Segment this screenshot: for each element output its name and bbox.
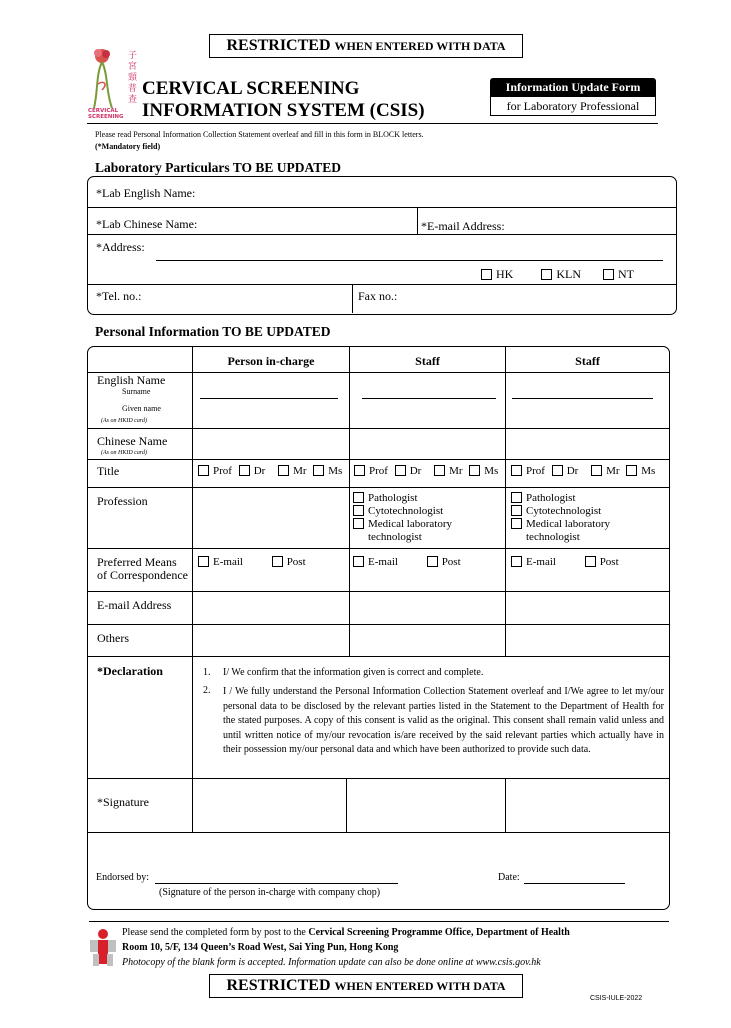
profession-options-staff-1 — [353, 492, 452, 544]
title-mr-label: Mr — [606, 465, 620, 477]
title-mr-label: Mr — [449, 465, 463, 477]
region-kln-option[interactable] — [541, 267, 581, 281]
profession-options-staff-2 — [511, 492, 610, 544]
endorsed-signature-line[interactable] — [155, 883, 398, 884]
intro-text: Please read Personal Information Collection Statement overleaf and fill in this form in BLOCK letters. — [95, 130, 424, 139]
email-field-pic[interactable] — [194, 593, 347, 622]
personal-section-heading: Personal Information TO BE UPDATED — [95, 324, 331, 339]
lab-fax-field[interactable] — [408, 287, 668, 309]
declaration-item-2: 2. I / We fully understand the Personal Information Collection Statement overleaf and I/We agree to let my/our personal data to be disclosed by the relevant parties listed in the Statement to the Department of Health for the stated purposes. A copy of this consent is valid as the original. This consent shall remain valid unless and until written notice of my/our revocation is/are received by the said relevant parties which actually have in their possession my/our personal data and which have been authorized to provide such data. — [203, 685, 664, 758]
cytotechnologist-checkbox[interactable] — [511, 505, 522, 516]
personal-row-line — [88, 487, 669, 488]
region-options — [481, 267, 634, 282]
personal-col-line — [505, 347, 506, 656]
personal-row-line — [88, 624, 669, 625]
signature-field-pic[interactable] — [194, 780, 344, 830]
pref-email-label: E-mail — [368, 556, 398, 568]
restricted-label: RESTRICTED — [226, 977, 331, 994]
svg-text:宮: 宮 — [128, 62, 138, 72]
pref-post-checkbox[interactable] — [585, 556, 596, 567]
personal-row-line — [88, 778, 669, 779]
col-header-staff-1: Staff — [415, 354, 440, 368]
personal-col-line — [349, 347, 350, 656]
pref-email-label: E-mail — [526, 556, 556, 568]
title-mr-checkbox[interactable] — [591, 465, 602, 476]
technologist-label: technologist — [368, 531, 422, 543]
lab-section-heading: Laboratory Particulars TO BE UPDATED — [95, 160, 341, 175]
title-ms-label: Ms — [328, 465, 343, 477]
region-hk-checkbox[interactable] — [481, 269, 492, 280]
lab-row-divider-1 — [88, 207, 676, 208]
hkid-note: (As on HKID card) — [101, 450, 147, 456]
footer-send-prefix: Please send the completed form by post to the — [122, 927, 309, 938]
lab-address-field[interactable] — [156, 260, 663, 261]
title-line-1: CERVICAL SCREENING — [142, 78, 360, 99]
others-label: Others — [97, 631, 129, 645]
form-title-box — [490, 78, 656, 116]
pref-options-staff-2 — [511, 556, 619, 568]
lab-chinese-name-field[interactable] — [210, 210, 410, 232]
title-mr-checkbox[interactable] — [278, 465, 289, 476]
title-prof-checkbox[interactable] — [198, 465, 209, 476]
lab-english-name-field[interactable] — [210, 180, 670, 204]
cytotechnologist-label: Cytotechnologist — [368, 505, 444, 517]
pathologist-checkbox[interactable] — [353, 492, 364, 503]
personal-row-line — [88, 548, 669, 549]
svg-text:頸: 頸 — [128, 73, 138, 83]
pathologist-checkbox[interactable] — [511, 492, 522, 503]
others-field-pic[interactable] — [194, 626, 347, 654]
email-field-staff-1[interactable] — [351, 593, 503, 622]
form-subtitle: for Laboratory Professional — [490, 97, 656, 116]
technologist-label: technologist — [526, 531, 580, 543]
profession-field-pic[interactable] — [194, 489, 347, 546]
english-name-field-staff-2[interactable] — [512, 398, 653, 399]
region-hk-label: HK — [496, 267, 514, 281]
signature-field-staff-1[interactable] — [348, 780, 503, 830]
title-label: Title — [97, 464, 120, 478]
region-nt-label: NT — [618, 267, 635, 281]
lab-tel-label: *Tel. no.: — [96, 289, 142, 303]
pref-post-label: Post — [599, 556, 619, 568]
surname-label: Surname — [122, 387, 151, 396]
declaration-text-1: I/ We confirm that the information given is correct and complete. — [223, 667, 484, 678]
english-name-field-staff-1[interactable] — [362, 398, 496, 399]
svg-text:子: 子 — [128, 51, 138, 61]
title-mr-label: Mr — [293, 465, 307, 477]
profession-label: Profession — [97, 494, 148, 508]
date-field[interactable] — [524, 883, 625, 884]
title-options-pic — [198, 465, 342, 477]
title-dr-label: Dr — [253, 465, 266, 477]
signature-field-staff-2[interactable] — [507, 780, 667, 830]
title-dr-label: Dr — [566, 465, 579, 477]
lab-col-divider-2 — [352, 284, 353, 313]
form-title: Information Update Form — [490, 78, 656, 97]
personal-row-line — [88, 591, 669, 592]
restricted-sub: WHEN ENTERED WITH DATA — [334, 979, 506, 993]
date-label: Date: — [498, 872, 520, 883]
chinese-name-field-staff-1[interactable] — [351, 430, 503, 457]
pref-post-label: Post — [441, 556, 461, 568]
title-dr-checkbox[interactable] — [239, 465, 250, 476]
svg-text:普: 普 — [128, 84, 138, 94]
email-field-staff-2[interactable] — [507, 593, 667, 622]
lab-english-name-label: *Lab English Name: — [96, 186, 196, 200]
title-ms-label: Ms — [641, 465, 656, 477]
pref-post-checkbox[interactable] — [272, 556, 283, 567]
lab-chinese-name-label: *Lab Chinese Name: — [96, 217, 198, 231]
hkid-note: (As on HKID card) — [101, 418, 147, 424]
personal-col-line — [505, 778, 506, 832]
restricted-banner-bottom — [209, 974, 523, 998]
title-ms-label: Ms — [484, 465, 499, 477]
pref-post-checkbox[interactable] — [427, 556, 438, 567]
lab-email-field[interactable] — [510, 210, 670, 232]
personal-row-line — [88, 372, 669, 373]
pref-correspondence-label-1: Preferred Means — [97, 555, 177, 569]
footer-divider — [89, 921, 669, 922]
restricted-label: RESTRICTED — [226, 37, 331, 54]
pref-correspondence-label-2: of Correspondence — [97, 568, 188, 582]
col-header-staff-2: Staff — [575, 354, 600, 368]
region-nt-option[interactable] — [603, 267, 634, 281]
pref-options-staff-1 — [353, 556, 461, 568]
medical-lab-label: Medical laboratory — [526, 518, 610, 530]
title-prof-label: Prof — [213, 465, 232, 477]
title-options-staff-1 — [354, 465, 498, 477]
given-name-label: Given name — [122, 404, 161, 413]
declaration-item-1: 1. I/ We confirm that the information given is correct and complete. — [203, 667, 484, 678]
chinese-name-field-staff-2[interactable] — [507, 430, 667, 457]
csis-logo — [88, 44, 140, 124]
title-dr-label: Dr — [409, 465, 422, 477]
pref-email-checkbox[interactable] — [198, 556, 209, 567]
col-header-person-in-charge: Person in-charge — [227, 354, 315, 368]
medical-lab-label: Medical laboratory — [368, 518, 452, 530]
signature-label: *Signature — [97, 795, 149, 809]
title-dr-checkbox[interactable] — [552, 465, 563, 476]
header-divider — [87, 123, 658, 124]
region-kln-label: KLN — [556, 267, 582, 281]
lab-col-divider-1 — [417, 207, 418, 234]
others-field-staff-2[interactable] — [507, 626, 667, 654]
lab-fax-label: Fax no.: — [358, 289, 398, 303]
lab-row-divider-2 — [88, 234, 676, 235]
pref-options-pic — [198, 556, 306, 568]
title-prof-label: Prof — [369, 465, 388, 477]
footer-send-text — [122, 927, 570, 938]
restricted-banner-top — [209, 34, 523, 58]
medical-lab-technologist-checkbox[interactable] — [353, 518, 364, 529]
personal-row-line — [88, 459, 669, 460]
pref-email-checkbox[interactable] — [511, 556, 522, 567]
region-kln-checkbox[interactable] — [541, 269, 552, 280]
cytotechnologist-checkbox[interactable] — [353, 505, 364, 516]
title-ms-checkbox[interactable] — [469, 465, 480, 476]
form-code: CSIS-IULE-2022 — [590, 995, 643, 1002]
lab-email-label: *E-mail Address: — [421, 219, 505, 233]
endorsed-label: Endorsed by: — [96, 872, 150, 883]
others-field-staff-1[interactable] — [351, 626, 503, 654]
region-hk-option[interactable] — [481, 267, 513, 281]
title-ms-checkbox[interactable] — [313, 465, 324, 476]
title-prof-label: Prof — [526, 465, 545, 477]
logo-caption: CERVICAL SCREENING — [88, 108, 124, 120]
personal-row-line — [88, 656, 669, 657]
lab-address-label: *Address: — [96, 240, 145, 254]
english-name-label: English Name — [97, 373, 166, 387]
title-prof-checkbox[interactable] — [354, 465, 365, 476]
doh-logo — [89, 926, 117, 968]
pathologist-label: Pathologist — [526, 492, 576, 504]
lab-tel-field[interactable] — [160, 287, 345, 309]
pref-post-label: Post — [286, 556, 306, 568]
personal-col-line — [346, 778, 347, 832]
personal-col-line — [192, 347, 193, 833]
email-address-label: E-mail Address — [97, 598, 172, 612]
title-ms-checkbox[interactable] — [626, 465, 637, 476]
chinese-name-field-pic[interactable] — [194, 430, 347, 457]
title-dr-checkbox[interactable] — [395, 465, 406, 476]
footer-send-office: Cervical Screening Programme Office, Department of Health — [308, 927, 570, 938]
lab-row-divider-3 — [88, 284, 676, 285]
chinese-name-label: Chinese Name — [97, 434, 168, 448]
title-options-staff-2 — [511, 465, 655, 477]
english-name-field-pic[interactable] — [200, 398, 338, 399]
footer-address: Room 10, 5/F, 134 Queen’s Road West, Sai Ying Pun, Hong Kong — [122, 942, 399, 953]
personal-row-line — [88, 832, 669, 833]
declaration-label: *Declaration — [97, 664, 163, 678]
personal-row-line — [88, 428, 669, 429]
title-line-2: INFORMATION SYSTEM (CSIS) — [142, 100, 425, 121]
mandatory-note: (*Mandatory field) — [95, 142, 161, 151]
cytotechnologist-label: Cytotechnologist — [526, 505, 602, 517]
title-mr-checkbox[interactable] — [434, 465, 445, 476]
title-prof-checkbox[interactable] — [511, 465, 522, 476]
pref-email-checkbox[interactable] — [353, 556, 364, 567]
declaration-text-2: I / We fully understand the Personal Information Collection Statement overleaf and I/We agree to let my/our personal data to be disclosed by the relevant parties listed in the Statement to the Department of Health for the stated purposes. A copy of this consent is valid as the original. This consent shall remain valid unless and until written notice of my/our revocation is/are received by the said relevant parties which actually have in their possession my/our personal data and which have been authorized to provide such data. — [223, 686, 664, 755]
pathologist-label: Pathologist — [368, 492, 418, 504]
medical-lab-technologist-checkbox[interactable] — [511, 518, 522, 529]
endorsed-note: (Signature of the person in-charge with company chop) — [159, 887, 381, 898]
svg-text:查: 查 — [128, 95, 138, 105]
footer-note: Photocopy of the blank form is accepted. Information update can also be done online at www.csis.gov.hk — [122, 957, 541, 968]
pref-email-label: E-mail — [213, 556, 243, 568]
region-nt-checkbox[interactable] — [603, 269, 614, 280]
restricted-sub: WHEN ENTERED WITH DATA — [334, 39, 506, 53]
